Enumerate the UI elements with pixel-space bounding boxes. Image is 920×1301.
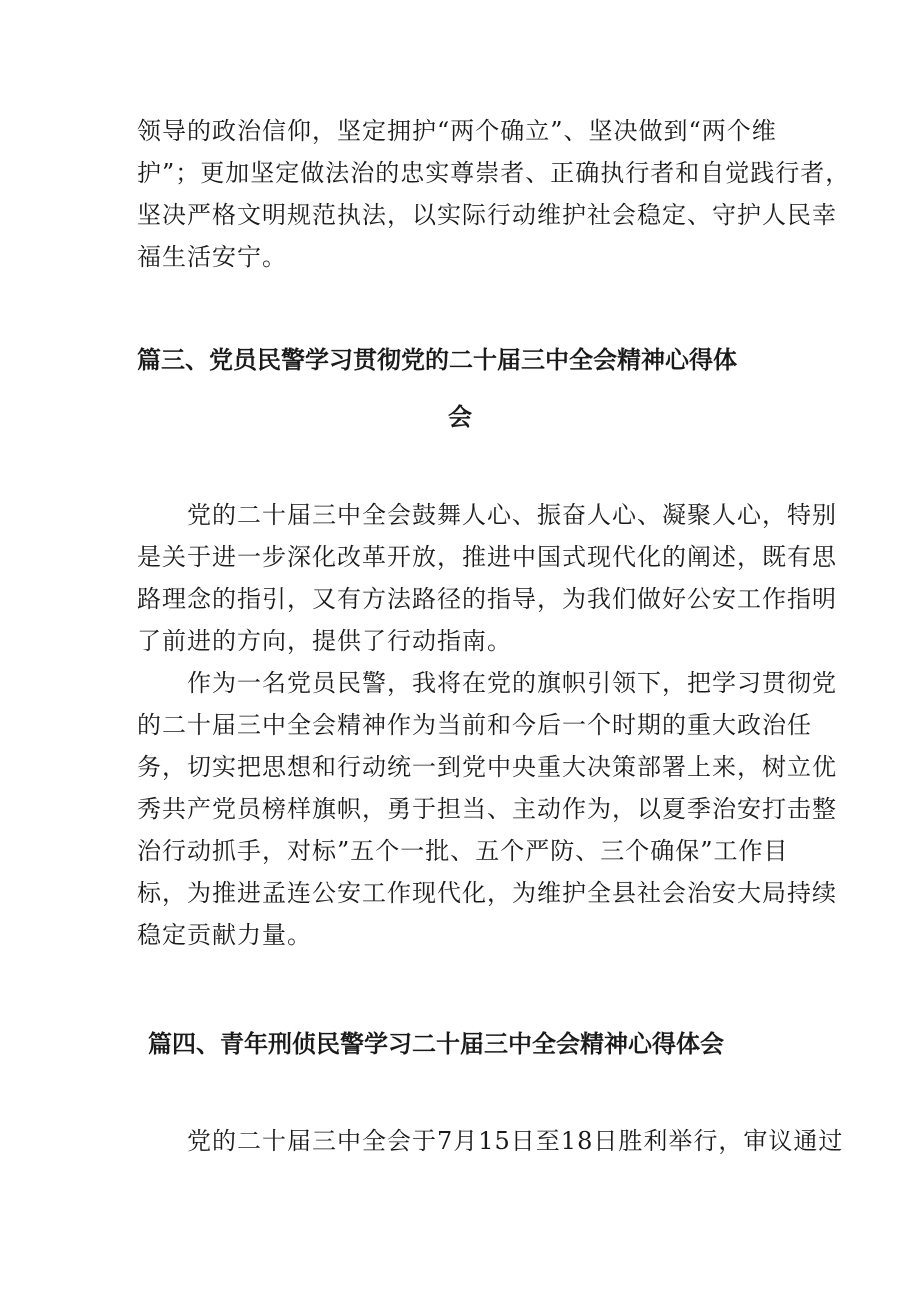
continuation-paragraph [137, 110, 851, 278]
paragraph-line: 务，切实把思想和行动统一到党中央重大决策部署上来，树立优 [137, 753, 837, 781]
section-3-paragraph-1 [137, 494, 837, 662]
paragraph-line: 的二十届三中全会精神作为当前和今后一个时期的重大政治任 [137, 711, 812, 739]
paragraph-line: 秀共产党员榜样旗帜，勇于担当、主动作为，以夏季治安打击整 [137, 795, 837, 823]
paragraph-line: 稳定贡献力量。 [137, 921, 312, 949]
section-3-paragraph-2 [137, 662, 837, 956]
paragraph-line: 福生活安宁。 [137, 243, 287, 271]
paragraph-line: 作为一名党员民警，我将在党的旗帜引领下，把学习贯彻党 [137, 669, 837, 697]
section-3-title: 篇三、党员民警学习贯彻党的二十届三中全会精神心得体 [137, 346, 737, 374]
paragraph-line: 了前进的方向，提供了行动指南。 [137, 627, 512, 655]
paragraph-line: 坚决严格文明规范执法，以实际行动维护社会稳定、守护人民幸 [137, 201, 837, 229]
section-3-title-continued: 会 [448, 403, 472, 431]
paragraph-line: 是关于进一步深化改革开放，推进中国式现代化的阐述，既有思 [137, 543, 837, 571]
paragraph-line: 路理念的指引，又有方法路径的指导，为我们做好公安工作指明 [137, 585, 837, 613]
paragraph-line: 标，为推进孟连公安工作现代化，为维护全县社会治安大局持续 [137, 879, 837, 907]
section-4-title: 篇四、青年刑侦民警学习二十届三中全会精神心得体会 [148, 1030, 724, 1058]
section-4-paragraph-1 [137, 1120, 844, 1162]
paragraph-line: 党的二十届三中全会于7月15日至18日胜利举行，审议通过 [137, 1127, 844, 1155]
paragraph-line: 领导的政治信仰，坚定拥护“两个确立”、坚决做到“两个维 [137, 117, 777, 145]
paragraph-line: 党的二十届三中全会鼓舞人心、振奋人心、凝聚人心，特别 [137, 501, 837, 529]
paragraph-line: 治行动抓手，对标”五个一批、五个严防、三个确保”工作目 [137, 837, 789, 865]
paragraph-line: 护”；更加坚定做法治的忠实尊崇者、正确执行者和自觉践行者， [137, 159, 851, 187]
